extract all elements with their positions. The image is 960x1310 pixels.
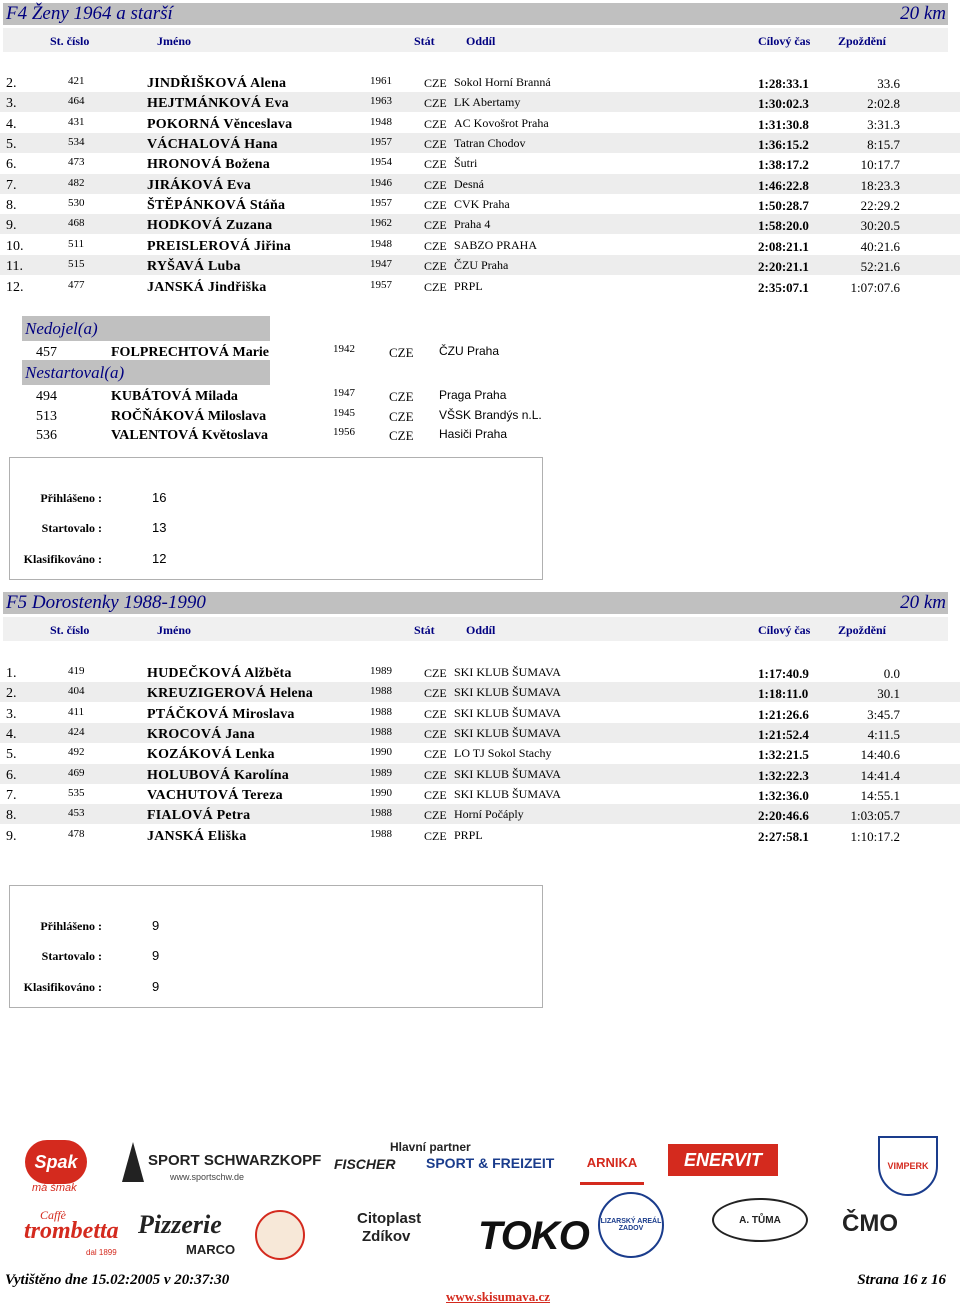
registered-label: Přihlášeno : xyxy=(40,919,102,933)
birth-year: 1948 xyxy=(370,237,392,250)
col-club: Oddíl xyxy=(466,34,496,48)
bib-number: 511 xyxy=(68,237,85,250)
rank: 1. xyxy=(6,666,17,681)
nationality: CZE xyxy=(424,198,447,213)
category-title: F4 Ženy 1964 a starší xyxy=(6,3,173,24)
col-club: Oddíl xyxy=(466,623,496,637)
col-nat: Stát xyxy=(414,34,435,48)
main-partner-label: Hlavní partner xyxy=(390,1140,471,1154)
finish-time: 1:21:26.6 xyxy=(758,706,809,722)
club-name: LO TJ Sokol Stachy xyxy=(454,746,552,761)
club-name: LK Abertamy xyxy=(454,95,521,110)
pizzerie-marco: MARCO xyxy=(186,1242,236,1257)
finish-time: 1:32:21.5 xyxy=(758,747,809,763)
time-gap: 30:20.5 xyxy=(860,218,900,234)
bib-number: 464 xyxy=(68,95,85,108)
birth-year: 1990 xyxy=(370,746,392,759)
birth-year: 1948 xyxy=(370,115,392,128)
birth-year: 1947 xyxy=(333,387,355,399)
bib-number: 411 xyxy=(68,705,85,718)
club-name: ČZU Praha xyxy=(454,258,509,273)
birth-year: 1989 xyxy=(370,665,392,677)
club-name: SKI KLUB ŠUMAVA xyxy=(454,726,561,741)
birth-year: 1988 xyxy=(370,726,392,739)
club-name: Šutri xyxy=(454,156,478,171)
club-name: Praga Praha xyxy=(439,388,507,402)
mountain-icon xyxy=(122,1142,144,1182)
time-gap: 33.6 xyxy=(877,76,900,91)
table-row xyxy=(0,194,960,214)
dns-label: Nestartoval(a) xyxy=(22,360,270,385)
finish-time: 2:27:58.1 xyxy=(758,828,809,844)
bib-number: 534 xyxy=(68,136,85,149)
finish-time: 1:32:36.0 xyxy=(758,788,809,804)
table-row xyxy=(0,784,960,804)
rank: 3. xyxy=(6,706,17,722)
birth-year: 1989 xyxy=(370,766,392,779)
nationality: CZE xyxy=(424,788,447,803)
table-row xyxy=(0,682,960,702)
bib-number: 469 xyxy=(68,766,85,779)
competitor-name: HRONOVÁ Božena xyxy=(147,157,270,173)
birth-year: 1957 xyxy=(370,197,392,210)
nationality: CZE xyxy=(389,389,414,404)
time-gap: 1:07:07.6 xyxy=(850,279,900,295)
sponsor-strip xyxy=(0,1130,960,1270)
table-row xyxy=(0,804,960,824)
table-row xyxy=(0,703,960,723)
bib-number: 515 xyxy=(68,258,85,271)
enervit-logo: ENERVIT xyxy=(668,1144,778,1176)
finish-time: 1:18:11.0 xyxy=(758,686,809,702)
club-name: PRPL xyxy=(454,827,483,842)
time-gap: 10:17.7 xyxy=(860,157,900,173)
classified-value: 9 xyxy=(152,979,160,994)
bib-number: 535 xyxy=(68,787,85,800)
time-gap: 52:21.6 xyxy=(860,259,900,275)
classified-label: Klasifikováno : xyxy=(23,980,102,994)
bib-number: 530 xyxy=(68,197,85,210)
birth-year: 1957 xyxy=(370,278,392,291)
rank: 7. xyxy=(6,788,17,804)
table-row xyxy=(0,276,960,296)
club-name: VŠSK Brandýs n.L. xyxy=(439,407,542,422)
nationality: CZE xyxy=(424,96,447,111)
trombetta-since: dal 1899 xyxy=(86,1248,117,1257)
competitor-name: HUDEČKOVÁ Alžběta xyxy=(147,666,292,681)
category-title: F5 Dorostenky 1988-1990 xyxy=(6,592,206,613)
nationality: CZE xyxy=(424,177,447,192)
caffe-label: Caffè xyxy=(40,1208,66,1222)
classified-label: Klasifikováno : xyxy=(23,552,102,566)
schwarzkopf-url: www.sportschw.de xyxy=(170,1172,245,1182)
birth-year: 1956 xyxy=(333,426,355,438)
club-name: SKI KLUB ŠUMAVA xyxy=(454,685,561,700)
started-value: 9 xyxy=(152,948,160,963)
bib-number: 453 xyxy=(68,807,85,820)
time-gap: 14:41.4 xyxy=(860,767,900,783)
competitor-name: POKORNÁ Věnceslava xyxy=(147,116,293,132)
rank: 11. xyxy=(6,259,23,275)
bib-number: 404 xyxy=(68,685,85,698)
table-row xyxy=(0,72,960,92)
club-name: SABZO PRAHA xyxy=(454,237,538,252)
rank: 4. xyxy=(6,727,17,743)
nationality: CZE xyxy=(424,157,447,172)
competitor-name: HOLUBOVÁ Karolína xyxy=(147,767,289,783)
page-number: Strana 16 z 16 xyxy=(857,1272,946,1288)
bib-number: 482 xyxy=(68,176,85,189)
bib-number: 473 xyxy=(68,156,85,169)
competitor-name: JANSKÁ Eliška xyxy=(147,828,247,844)
citoplast-logo: Citoplast xyxy=(357,1210,422,1227)
schwarzkopf-logo: SPORT SCHWARZKOPF xyxy=(148,1152,322,1169)
finish-time: 1:21:52.4 xyxy=(758,727,809,743)
birth-year: 1947 xyxy=(370,258,392,271)
time-gap: 14:55.1 xyxy=(860,788,900,804)
club-name: Horní Počáply xyxy=(454,807,524,822)
competitor-name: KROCOVÁ Jana xyxy=(147,727,255,743)
rank: 12. xyxy=(6,279,24,295)
finish-time: 2:35:07.1 xyxy=(758,279,809,295)
bib-number: 478 xyxy=(68,827,85,840)
bib-number: 477 xyxy=(68,278,85,291)
finish-time: 1:32:22.3 xyxy=(758,767,809,783)
col-time: Cílový čas xyxy=(758,34,811,48)
started-label: Startovalo : xyxy=(41,949,102,963)
rank: 2. xyxy=(6,686,17,702)
table-row xyxy=(0,153,960,173)
birth-year: 1942 xyxy=(333,343,355,355)
competitor-name: ŠTĚPÁNKOVÁ Stáňa xyxy=(147,198,286,214)
time-gap: 8:15.7 xyxy=(867,137,900,153)
birth-year: 1954 xyxy=(370,156,392,169)
birth-year: 1988 xyxy=(370,807,392,820)
list-item xyxy=(0,387,960,406)
table-row xyxy=(0,214,960,234)
competitor-name: HODKOVÁ Zuzana xyxy=(147,218,273,234)
time-gap: 2:02.8 xyxy=(867,96,900,112)
club-name: Desná xyxy=(454,176,484,191)
trombetta-logo: trombetta xyxy=(24,1218,119,1244)
bib-number: 494 xyxy=(36,389,57,404)
started-value: 13 xyxy=(152,520,167,535)
nationality: CZE xyxy=(424,76,447,90)
bib-number: 421 xyxy=(68,75,85,87)
time-gap: 40:21.6 xyxy=(860,238,900,254)
table-row xyxy=(0,255,960,275)
finish-time: 2:08:21.1 xyxy=(758,238,809,254)
bib-number: 492 xyxy=(68,746,85,759)
finish-time: 1:36:15.2 xyxy=(758,137,809,153)
summary-box-f5 xyxy=(9,885,543,1008)
category-distance: 20 km xyxy=(900,3,946,24)
time-gap: 18:23.3 xyxy=(860,177,900,193)
finish-time: 1:17:40.9 xyxy=(758,666,809,681)
nationality: CZE xyxy=(424,686,447,701)
time-gap: 30.1 xyxy=(877,686,900,702)
table-row xyxy=(0,133,960,153)
rank: 3. xyxy=(6,96,17,112)
club-name: SKI KLUB ŠUMAVA xyxy=(454,766,561,781)
competitor-name: RYŠAVÁ Luba xyxy=(147,259,241,275)
arnika-logo: ARNIKA xyxy=(580,1142,644,1185)
competitor-name: HEJTMÁNKOVÁ Eva xyxy=(147,96,289,112)
birth-year: 1963 xyxy=(370,95,392,108)
birth-year: 1988 xyxy=(370,705,392,718)
nationality: CZE xyxy=(424,116,447,131)
table-row xyxy=(0,174,960,194)
website-link[interactable]: www.skisumava.cz xyxy=(446,1289,551,1304)
competitor-name: KUBÁTOVÁ Milada xyxy=(111,389,238,404)
club-name: PRPL xyxy=(454,278,483,293)
citoplast-zdikov: Zdíkov xyxy=(362,1228,411,1245)
bib-number: 468 xyxy=(68,217,85,230)
spak-logo: Spak xyxy=(25,1140,87,1184)
competitor-name: KREUZIGEROVÁ Helena xyxy=(147,686,313,702)
rank: 6. xyxy=(6,157,17,173)
rank: 7. xyxy=(6,177,17,193)
finish-time: 1:28:33.1 xyxy=(758,76,809,91)
nationality: CZE xyxy=(424,259,447,274)
competitor-name: ROČŇÁKOVÁ Miloslava xyxy=(111,408,267,424)
birth-year: 1945 xyxy=(333,406,355,419)
bib-number: 424 xyxy=(68,726,85,739)
pizzerie-logo: Pizzerie xyxy=(138,1210,222,1239)
competitor-name: VACHUTOVÁ Tereza xyxy=(147,788,283,804)
nationality: CZE xyxy=(424,279,447,294)
time-gap: 3:31.3 xyxy=(867,116,900,132)
finish-time: 1:46:22.8 xyxy=(758,177,809,193)
rank: 5. xyxy=(6,747,17,763)
club-name: SKI KLUB ŠUMAVA xyxy=(454,787,561,802)
bib-number: 457 xyxy=(36,345,57,360)
rank: 9. xyxy=(6,828,17,844)
time-gap: 0.0 xyxy=(883,666,900,681)
classified-value: 12 xyxy=(152,551,167,566)
bib-number: 536 xyxy=(36,428,57,443)
competitor-name: JANSKÁ Jindřiška xyxy=(147,279,267,295)
birth-year: 1988 xyxy=(370,685,392,698)
list-item xyxy=(0,426,960,445)
time-gap: 22:29.2 xyxy=(860,198,900,214)
club-name: CVK Praha xyxy=(454,197,510,212)
table-row xyxy=(0,764,960,784)
time-gap: 1:10:17.2 xyxy=(850,828,900,844)
club-name: Hasiči Praha xyxy=(439,427,508,441)
fischer-logo: FISCHER xyxy=(334,1156,396,1172)
nationality: CZE xyxy=(389,345,414,360)
category-distance: 20 km xyxy=(900,592,946,613)
time-gap: 1:03:05.7 xyxy=(850,808,900,824)
competitor-name: VÁCHALOVÁ Hana xyxy=(147,137,278,153)
col-gap: Zpoždění xyxy=(838,623,887,637)
finish-time: 1:31:30.8 xyxy=(758,116,809,132)
table-row xyxy=(0,743,960,763)
nationality: CZE xyxy=(424,666,447,680)
competitor-name: PREISLEROVÁ Jiřina xyxy=(147,238,292,254)
nationality: CZE xyxy=(424,727,447,742)
sport-freizeit-logo: SPORT & FREIZEIT xyxy=(426,1155,555,1171)
rank: 2. xyxy=(6,76,17,91)
club-name: Tatran Chodov xyxy=(454,136,526,151)
nationality: CZE xyxy=(424,218,447,233)
nationality: CZE xyxy=(424,706,447,721)
finish-time: 1:30:02.3 xyxy=(758,96,809,112)
toko-logo: TOKO xyxy=(478,1214,589,1258)
nationality: CZE xyxy=(389,428,414,443)
nationality: CZE xyxy=(424,767,447,782)
col-name: Jméno xyxy=(157,34,191,48)
competitor-name: JINDŘIŠKOVÁ Alena xyxy=(147,76,287,91)
col-gap: Zpoždění xyxy=(838,34,887,48)
bib-number: 513 xyxy=(36,408,57,424)
nationality: CZE xyxy=(424,137,447,152)
rank: 8. xyxy=(6,198,17,214)
rank: 10. xyxy=(6,238,24,254)
table-row xyxy=(0,113,960,133)
rank: 5. xyxy=(6,137,17,153)
club-name: SKI KLUB ŠUMAVA xyxy=(454,705,561,720)
finish-time: 1:38:17.2 xyxy=(758,157,809,173)
table-row xyxy=(0,92,960,112)
table-row xyxy=(0,825,960,845)
competitor-name: KOZÁKOVÁ Lenka xyxy=(147,747,275,763)
time-gap: 3:45.7 xyxy=(867,706,900,722)
summary-box-f4 xyxy=(9,457,543,580)
registered-value: 9 xyxy=(152,918,160,933)
birth-year: 1957 xyxy=(370,136,392,149)
club-name: AC Kovošrot Praha xyxy=(454,115,549,130)
tuma-logo: A. TŮMA xyxy=(712,1198,808,1242)
started-label: Startovalo : xyxy=(41,521,102,535)
nationality: CZE xyxy=(389,408,414,424)
birth-year: 1962 xyxy=(370,217,392,230)
finish-time: 1:50:28.7 xyxy=(758,198,809,214)
competitor-name: FOLPRECHTOVÁ Marie xyxy=(111,345,270,360)
birth-year: 1988 xyxy=(370,827,392,840)
finish-time: 1:58:20.0 xyxy=(758,218,809,234)
registered-value: 16 xyxy=(152,490,167,505)
nationality: CZE xyxy=(424,828,447,843)
registered-label: Přihlášeno : xyxy=(40,491,102,505)
spak-tagline: má šmak xyxy=(32,1182,77,1194)
vimperk-crest: VIMPERK xyxy=(878,1136,938,1196)
col-bib: St. číslo xyxy=(50,34,90,48)
finish-time: 2:20:46.6 xyxy=(758,808,809,824)
col-bib: St. číslo xyxy=(50,623,90,637)
club-name: Praha 4 xyxy=(454,217,491,232)
competitor-name: PTÁČKOVÁ Miroslava xyxy=(147,706,295,722)
zadov-logo: LIZARSKÝ AREÁL ZADOV xyxy=(598,1192,664,1258)
nationality: CZE xyxy=(424,238,447,253)
birth-year: 1961 xyxy=(370,75,392,87)
table-row xyxy=(0,235,960,255)
time-gap: 4:11.5 xyxy=(867,727,900,743)
bib-number: 431 xyxy=(68,115,85,128)
club-name: ČZU Praha xyxy=(439,344,500,358)
competitor-name: FIALOVÁ Petra xyxy=(147,808,251,824)
birth-year: 1990 xyxy=(370,787,392,800)
col-name: Jméno xyxy=(157,623,191,637)
list-item xyxy=(0,407,960,426)
rank: 8. xyxy=(6,808,17,824)
nationality: CZE xyxy=(424,747,447,762)
cmo-logo: ČMO xyxy=(842,1210,898,1237)
dnf-label: Nedojel(a) xyxy=(22,316,270,341)
competitor-name: JIRÁKOVÁ Eva xyxy=(147,177,251,193)
rank: 6. xyxy=(6,767,17,783)
col-nat: Stát xyxy=(414,623,435,637)
time-gap: 14:40.6 xyxy=(860,747,900,763)
birth-year: 1946 xyxy=(370,176,392,189)
print-date: Vytištěno dne 15.02:2005 v 20:37:30 xyxy=(5,1272,230,1288)
club-name: Sokol Horní Branná xyxy=(454,75,551,89)
club-name: SKI KLUB ŠUMAVA xyxy=(454,665,561,679)
table-row xyxy=(0,662,960,682)
table-row xyxy=(0,723,960,743)
skier-badge-icon xyxy=(255,1210,305,1260)
finish-time: 2:20:21.1 xyxy=(758,259,809,275)
rank: 9. xyxy=(6,218,17,234)
nationality: CZE xyxy=(424,808,447,823)
competitor-name: VALENTOVÁ Květoslava xyxy=(111,428,269,443)
col-time: Cílový čas xyxy=(758,623,811,637)
rank: 4. xyxy=(6,116,17,132)
bib-number: 419 xyxy=(68,665,85,677)
